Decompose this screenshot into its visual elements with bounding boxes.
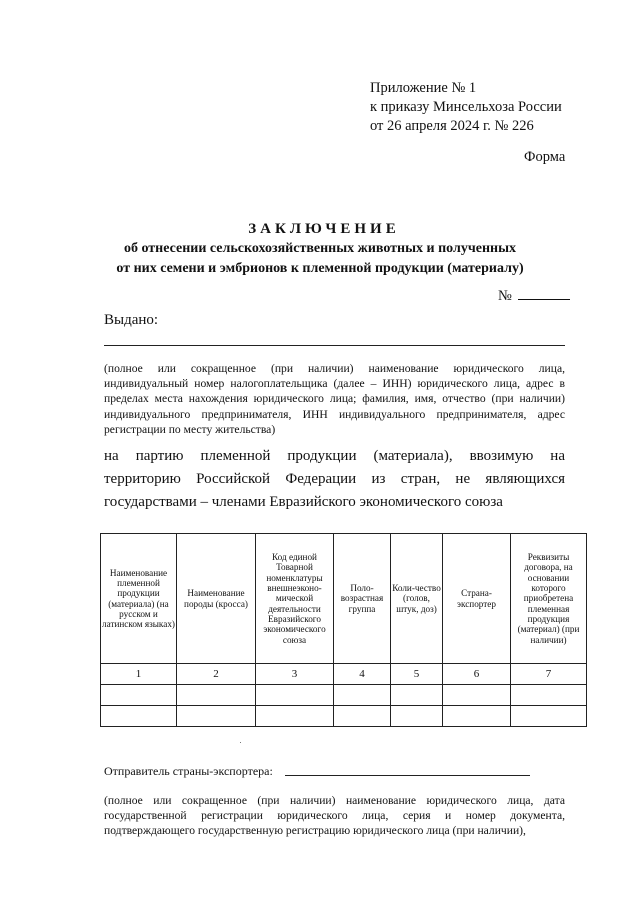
appendix-line-1: Приложение № 1 [370,80,477,96]
table-cell[interactable] [256,706,334,727]
table-header-cell: Коли-чество (голов, штук, доз) [391,534,443,664]
title-main: ЗАКЛЮЧЕНИЕ [248,221,400,237]
issued-hint: (полное или сокращенное (при наличии) наименование юридического лица, индивидуальный номер налогоплательщика (далее – ИНН) юридического лица, адрес в пределах места нахождения юридического лица; фамилия, имя, отчество (при наличии) индивидуального предпринимателя, ИНН индивидуального предпринимателя, адрес регистрации по месту жительства) [104,362,565,436]
table-cell[interactable] [334,685,391,706]
appendix-line-3: от 26 апреля 2024 г. № 226 [370,118,534,134]
sender-label: Отправитель страны-экспортера: [104,764,273,778]
appendix-reference [370,79,562,136]
table-row [101,706,587,727]
table-column-number: 3 [256,664,334,685]
title-line-2: от них семени и эмбрионов к племенной продукции (материалу) [116,261,524,276]
table-cell[interactable] [256,685,334,706]
number-field[interactable] [518,285,570,300]
table-cell[interactable] [177,706,256,727]
table-cell[interactable] [334,706,391,727]
table-column-number: 5 [391,664,443,685]
table-cell[interactable] [177,685,256,706]
table-column-number: 2 [177,664,256,685]
table-header-cell: Наименование племенной продукции (материала) (на русском и латинском языках) [101,534,177,664]
issued-label: Выдано: [104,312,159,328]
table-column-number: 7 [511,664,587,685]
table-header-cell: Код единой Товарной номенклатуры внешнеэконо-мической деятельности Евразийского экономического союза [256,534,334,664]
document-number [498,285,570,305]
appendix-line-2: к приказу Минсельхоза России [370,99,562,115]
body-paragraph: на партию племенной продукции (материала), ввозимую на территорию Российской Федерации из стран, не являющихся государствами – членами Евразийского экономического союза [104,448,565,510]
scan-speck [240,742,241,743]
table-header-cell: Наименование породы (кросса) [177,534,256,664]
table-column-number: 4 [334,664,391,685]
table-header-cell: Страна-экспортер [443,534,511,664]
table-cell[interactable] [443,706,511,727]
table-cell[interactable] [391,685,443,706]
table-row [101,685,587,706]
table-header-cell: Поло-возрастная группа [334,534,391,664]
document-title [0,221,640,278]
table-cell[interactable] [443,685,511,706]
table-cell[interactable] [511,706,587,727]
table-cell[interactable] [101,706,177,727]
table-column-number: 1 [101,664,177,685]
form-label: Форма [524,149,566,165]
table-number-row [101,664,587,685]
table-cell[interactable] [391,706,443,727]
product-table [100,533,587,727]
table-header-row [101,534,587,664]
number-label: № [498,288,512,304]
issued-line-1[interactable] [104,345,565,346]
table-column-number: 6 [443,664,511,685]
table-cell[interactable] [101,685,177,706]
sender-hint: (полное или сокращенное (при наличии) наименование юридического лица, дата государственной регистрации юридического лица, серия и номер документа, подтверждающего государственную регистрацию юридического лица (при наличии), [104,794,565,838]
table-cell[interactable] [511,685,587,706]
table-header-cell: Реквизиты договора, на основании которого приобретена племенная продукция (материал) (при наличии) [511,534,587,664]
title-line-1: об отнесении сельскохозяйственных животных и полученных [123,241,517,256]
sender-line[interactable] [285,775,530,776]
